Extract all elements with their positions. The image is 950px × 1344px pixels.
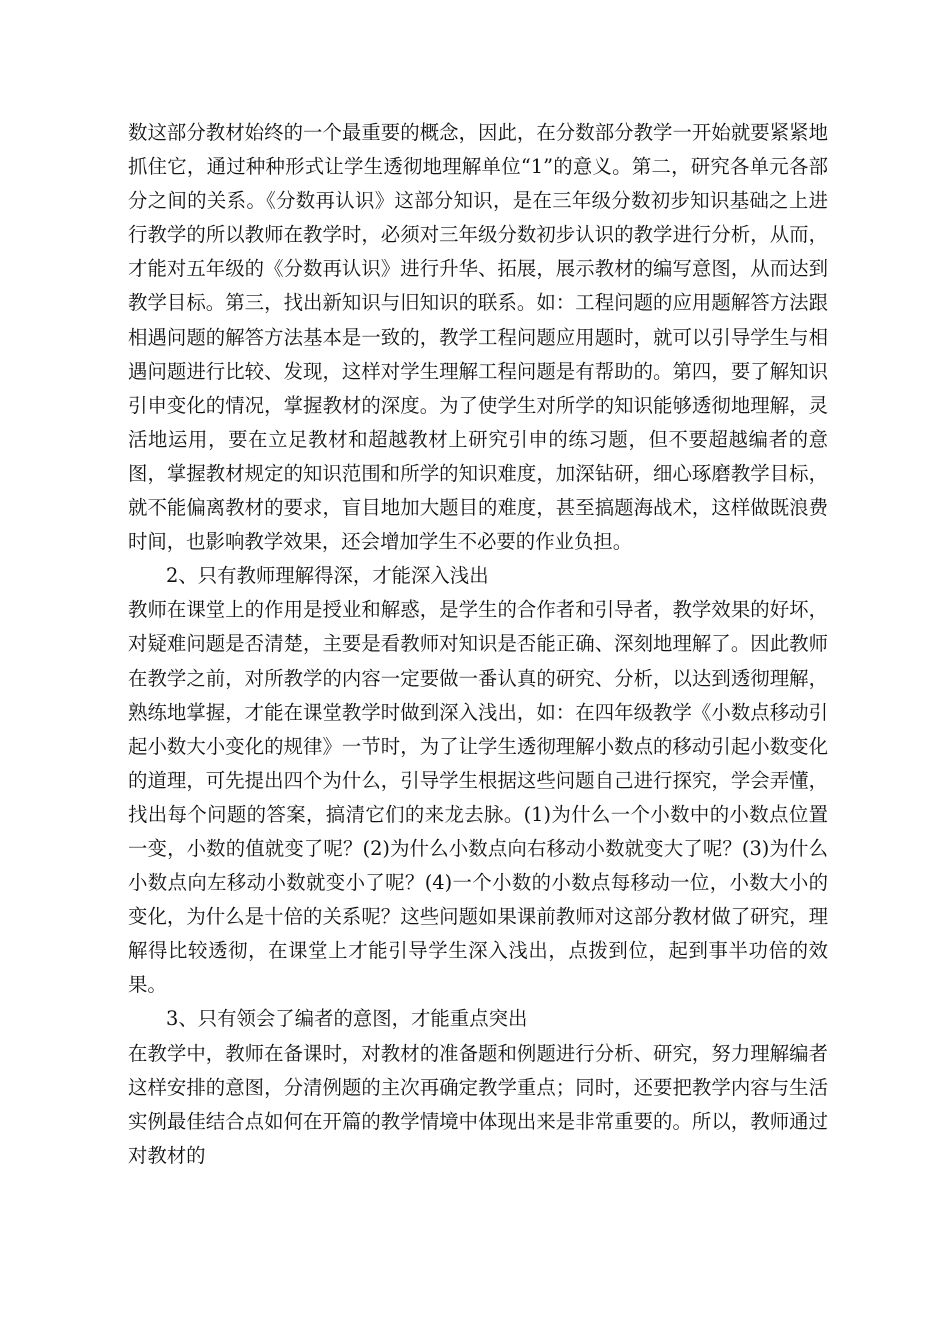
document-body	[128, 116, 828, 1173]
body-paragraph-1: 数这部分教材始终的一个最重要的概念，因此，在分数部分教学一开始就要紧紧地抓住它，通过种种形式让学生透彻地理解单位“1”的意义。第二，研究各单元各部分之间的关系。《分数再认识》这部分知识，是在三年级分数初步知识基础之上进行教学的所以教师在教学时，必须对三年级分数初步认识的教学进行分析，从而，才能对五年级的《分数再认识》进行升华、拓展，展示教材的编写意图，从而达到教学目标。第三，找出新知识与旧知识的联系。如：工程问题的应用题解答方法跟相遇问题的解答方法基本是一致的，教学工程问题应用题时，就可以引导学生与相遇问题进行比较、发现，这样对学生理解工程问题是有帮助的。第四，要了解知识引申变化的情况，掌握教材的深度。为了使学生对所学的知识能够透彻地理解，灵活地运用，要在立足教材和超越教材上研究引申的练习题，但不要超越编者的意图，掌握教材规定的知识范围和所学的知识难度，加深钻研，细心琢磨教学目标，就不能偏离教材的要求，盲目地加大题目的难度，甚至搞题海战术，这样做既浪费时间，也影响教学效果，还会增加学生不必要的作业负担。	[128, 121, 828, 554]
section-heading-2: 2、只有教师理解得深，才能深入浅出	[166, 564, 489, 588]
body-paragraph-2: 教师在课堂上的作用是授业和解惑，是学生的合作者和引导者，教学效果的好坏，对疑难问题是否清楚，主要是看教师对知识是否能正确、深刻地理解了。因此教师在教学之前，对所教学的内容一定要做一番认真的研究、分析，以达到透彻理解，熟练地掌握，才能在课堂教学时做到深入浅出，如：在四年级教学《小数点移动引起小数大小变化的规律》一节时，为了让学生透彻理解小数点的移动引起小数变化的道理，可先提出四个为什么，引导学生根据这些问题自己进行探究，学会弄懂，找出每个问题的答案，搞清它们的来龙去脉。(1)为什么一个小数中的小数点位置一变，小数的值就变了呢？(2)为什么小数点向右移动小数就变大了呢？(3)为什么小数点向左移动小数就变小了呢？(4)一个小数的小数点每移动一位，小数大小的变化，为什么是十倍的关系呢？这些问题如果课前教师对这部分教材做了研究，理解得比较透彻，在课堂上才能引导学生深入浅出，点拨到位，起到事半功倍的效果。	[128, 598, 828, 997]
body-paragraph-3: 在教学中，教师在备课时，对教材的准备题和例题进行分析、研究，努力理解编者这样安排的意图，分清例题的主次再确定教学重点；同时，还要把教学内容与生活实例最佳结合点如何在开篇的教学情境中体现出来是非常重要的。所以，教师通过对教材的	[128, 1041, 828, 1167]
section-heading-3: 3、只有领会了编者的意图，才能重点突出	[166, 1007, 528, 1031]
